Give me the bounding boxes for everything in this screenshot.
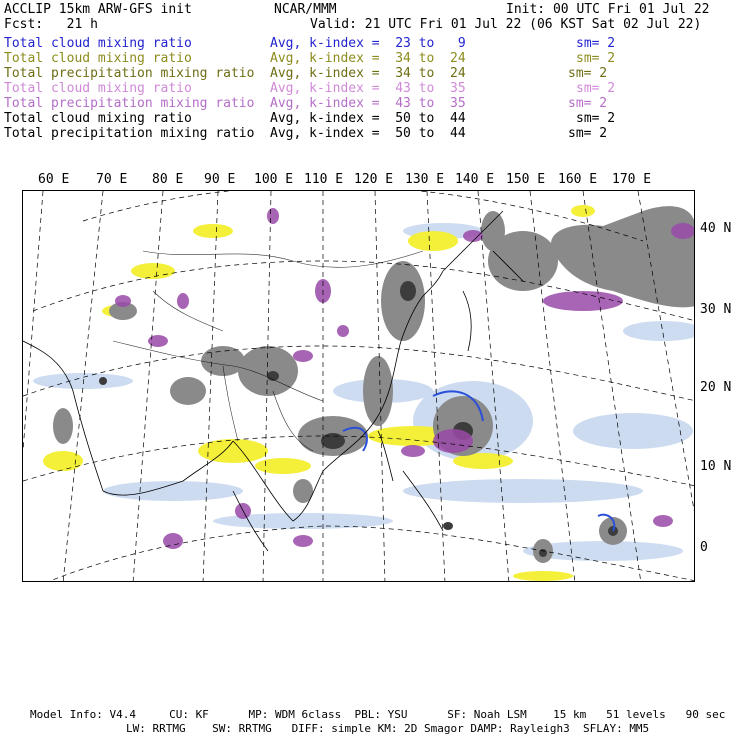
longitude-label: 130 E [405,172,445,187]
legend-sm: sm= 2 [568,126,608,141]
legend-sm: sm= 2 [576,81,616,96]
longitude-label: 100 E [254,172,294,187]
header-block [0,0,740,150]
legend-avg: Avg, k-index = 34 to 24 [270,66,466,81]
longitude-label: 160 E [558,172,598,187]
longitude-label: 80 E [152,172,184,187]
legend-sm: sm= 2 [576,111,616,126]
latitude-label: 10 N [700,459,732,474]
legend-sm: sm= 2 [576,51,616,66]
longitude-label: 150 E [506,172,546,187]
latitude-label: 20 N [700,380,732,395]
legend-label: Total precipitation mixing ratio [4,66,255,81]
legend-label: Total precipitation mixing ratio [4,96,255,111]
longitude-label: 140 E [455,172,495,187]
init-time: Init: 00 UTC Fri 01 Jul 22 [506,2,710,17]
legend-avg: Avg, k-index = 50 to 44 [270,126,466,141]
plot-title: ACCLIP 15km ARW-GFS init [4,2,192,17]
longitude-label: 110 E [304,172,344,187]
legend-label: Total precipitation mixing ratio [4,126,255,141]
legend-avg: Avg, k-index = 34 to 24 [270,51,466,66]
legend-sm: sm= 2 [568,96,608,111]
longitude-label: 120 E [354,172,394,187]
legend-label: Total cloud mixing ratio [4,36,192,51]
center-label: NCAR/MMM [274,2,337,17]
model-info-line1: Model Info: V4.4 CU: KF MP: WDM 6class PBL: YSU SF: Noah LSM 15 km 51 levels 90 sec [30,708,726,721]
legend-avg: Avg, k-index = 23 to 9 [270,36,466,51]
legend-avg: Avg, k-index = 50 to 44 [270,111,466,126]
longitude-label: 90 E [204,172,236,187]
map-panel [22,190,695,582]
longitude-label: 60 E [38,172,70,187]
latitude-label: 40 N [700,221,732,236]
gray-cloud-patches [53,206,695,563]
forecast-hour: Fcst: 21 h [4,17,98,32]
latitude-label: 0 [700,540,708,555]
legend-sm: sm= 2 [576,36,616,51]
latitude-label: 30 N [700,302,732,317]
valid-time: Valid: 21 UTC Fri 01 Jul 22 (06 KST Sat 02 Jul 22) [310,17,702,32]
legend-avg: Avg, k-index = 43 to 35 [270,96,466,111]
legend-label: Total cloud mixing ratio [4,51,192,66]
longitude-label: 170 E [612,172,652,187]
legend-label: Total cloud mixing ratio [4,111,192,126]
legend-avg: Avg, k-index = 43 to 35 [270,81,466,96]
legend-label: Total cloud mixing ratio [4,81,192,96]
legend-sm: sm= 2 [568,66,608,81]
longitude-label: 70 E [96,172,128,187]
model-info-line2: LW: RRTMG SW: RRTMG DIFF: simple KM: 2D Smagor DAMP: Rayleigh3 SFLAY: MM5 [126,722,650,735]
map-svg [23,191,695,582]
